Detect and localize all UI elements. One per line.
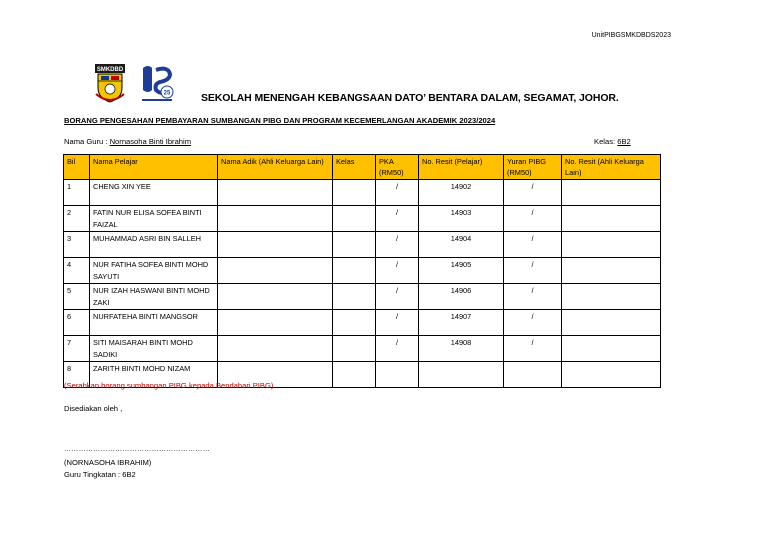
row-number: 4 [64,258,90,284]
sibling-name [218,206,333,232]
pibg-fee-check: / [504,284,562,310]
sibling-name [218,232,333,258]
column-header: No. Resit (Pelajar) [419,155,504,180]
document-code: UnitPIBGSMKDBDS2023 [591,32,671,39]
pka-check: / [376,284,419,310]
signature-line: …………………………………………………… [64,446,210,453]
row-number: 8 [64,362,90,388]
school-crest-logo [93,64,127,104]
column-header: Nama Pelajar [90,155,218,180]
student-name: ZARITH BINTI MOHD NIZAM [90,362,218,388]
sibling-class [333,206,376,232]
crest-text: SMKDBD [96,67,124,73]
row-number: 2 [64,206,90,232]
column-header: No. Resit (Ahli Keluarga Lain) [562,155,661,180]
row-number: 1 [64,180,90,206]
receipt-number: 14905 [419,258,504,284]
teacher-name: Nornasoha Binti Ibrahim [109,137,192,146]
pka-check: / [376,180,419,206]
table-row [64,258,661,284]
sibling-name [218,258,333,284]
row-number: 5 [64,284,90,310]
sibling-class [333,258,376,284]
pibg-fee-check [504,362,562,388]
sibling-class [333,336,376,362]
receipt-number: 14908 [419,336,504,362]
sibling-name [218,284,333,310]
row-number: 7 [64,336,90,362]
pka-check: / [376,232,419,258]
pibg-fee-check: / [504,180,562,206]
pibg-fee-check: / [504,258,562,284]
table-row [64,284,661,310]
sibling-receipt [562,362,661,388]
table-header-row [64,155,661,180]
table-row [64,310,661,336]
row-number: 6 [64,310,90,336]
receipt-number: 14902 [419,180,504,206]
class-value: 6B2 [617,137,631,146]
table-row [64,180,661,206]
table-row [64,232,661,258]
instruction-note: (Serahkan borang sumbangan PIBG kepada Bendahari PIBG) [64,381,274,390]
row-number: 3 [64,232,90,258]
anniversary-logo [139,64,175,104]
payment-table [63,154,661,388]
teacher-line [64,137,191,146]
pka-check: / [376,310,419,336]
student-name: NUR IZAH HASWANI BINTI MOHD ZAKI [90,284,218,310]
receipt-number: 14904 [419,232,504,258]
sibling-class [333,284,376,310]
table-row [64,206,661,232]
pka-check: / [376,336,419,362]
column-header: Nama Adik (Ahli Keluarga Lain) [218,155,333,180]
student-name: FATIN NUR ELISA SOFEA BINTI FAIZAL [90,206,218,232]
student-name: NUR FATIHA SOFEA BINTI MOHD SAYUTI [90,258,218,284]
column-header: PKA (RM50) [376,155,419,180]
column-header: Kelas [333,155,376,180]
receipt-number: 14907 [419,310,504,336]
sibling-receipt [562,180,661,206]
student-name: CHENG XIN YEE [90,180,218,206]
school-name: SEKOLAH MENENGAH KEBANGSAAN DATO’ BENTARA DALAM, SEGAMAT, JOHOR. [201,92,619,104]
pka-check: / [376,206,419,232]
class-label: Kelas: [594,137,618,146]
student-name: NURFATEHA BINTI MANGSOR [90,310,218,336]
pka-check [376,362,419,388]
signatory-role: Guru Tingkatan : 6B2 [64,470,136,479]
sibling-name [218,310,333,336]
anniversary-number: 25 [163,90,171,97]
column-header: Yuran PIBG (RM50) [504,155,562,180]
pibg-fee-check: / [504,206,562,232]
student-name: MUHAMMAD ASRI BIN SALLEH [90,232,218,258]
sibling-receipt [562,206,661,232]
teacher-label: Nama Guru : [64,137,110,146]
sibling-receipt [562,284,661,310]
sibling-name [218,336,333,362]
sibling-receipt [562,310,661,336]
pibg-fee-check: / [504,310,562,336]
table-row [64,336,661,362]
prepared-by-label: Disediakan oleh , [64,404,123,413]
logo-group [93,64,175,104]
form-title: BORANG PENGESAHAN PEMBAYARAN SUMBANGAN PIBG DAN PROGRAM KECEMERLANGAN AKADEMIK 2023/2024 [64,116,496,125]
receipt-number [419,362,504,388]
sibling-class [333,180,376,206]
sibling-receipt [562,336,661,362]
pka-check: / [376,258,419,284]
pibg-fee-check: / [504,232,562,258]
sibling-class [333,232,376,258]
sibling-class [333,362,376,388]
sibling-receipt [562,232,661,258]
pibg-fee-check: / [504,336,562,362]
column-header: Bil [64,155,90,180]
sibling-class [333,310,376,336]
signatory-name: (NORNASOHA IBRAHIM) [64,458,152,467]
class-line [594,137,631,146]
sibling-receipt [562,258,661,284]
receipt-number: 14903 [419,206,504,232]
receipt-number: 14906 [419,284,504,310]
sibling-name [218,180,333,206]
student-name: SITI MAISARAH BINTI MOHD SADIKI [90,336,218,362]
